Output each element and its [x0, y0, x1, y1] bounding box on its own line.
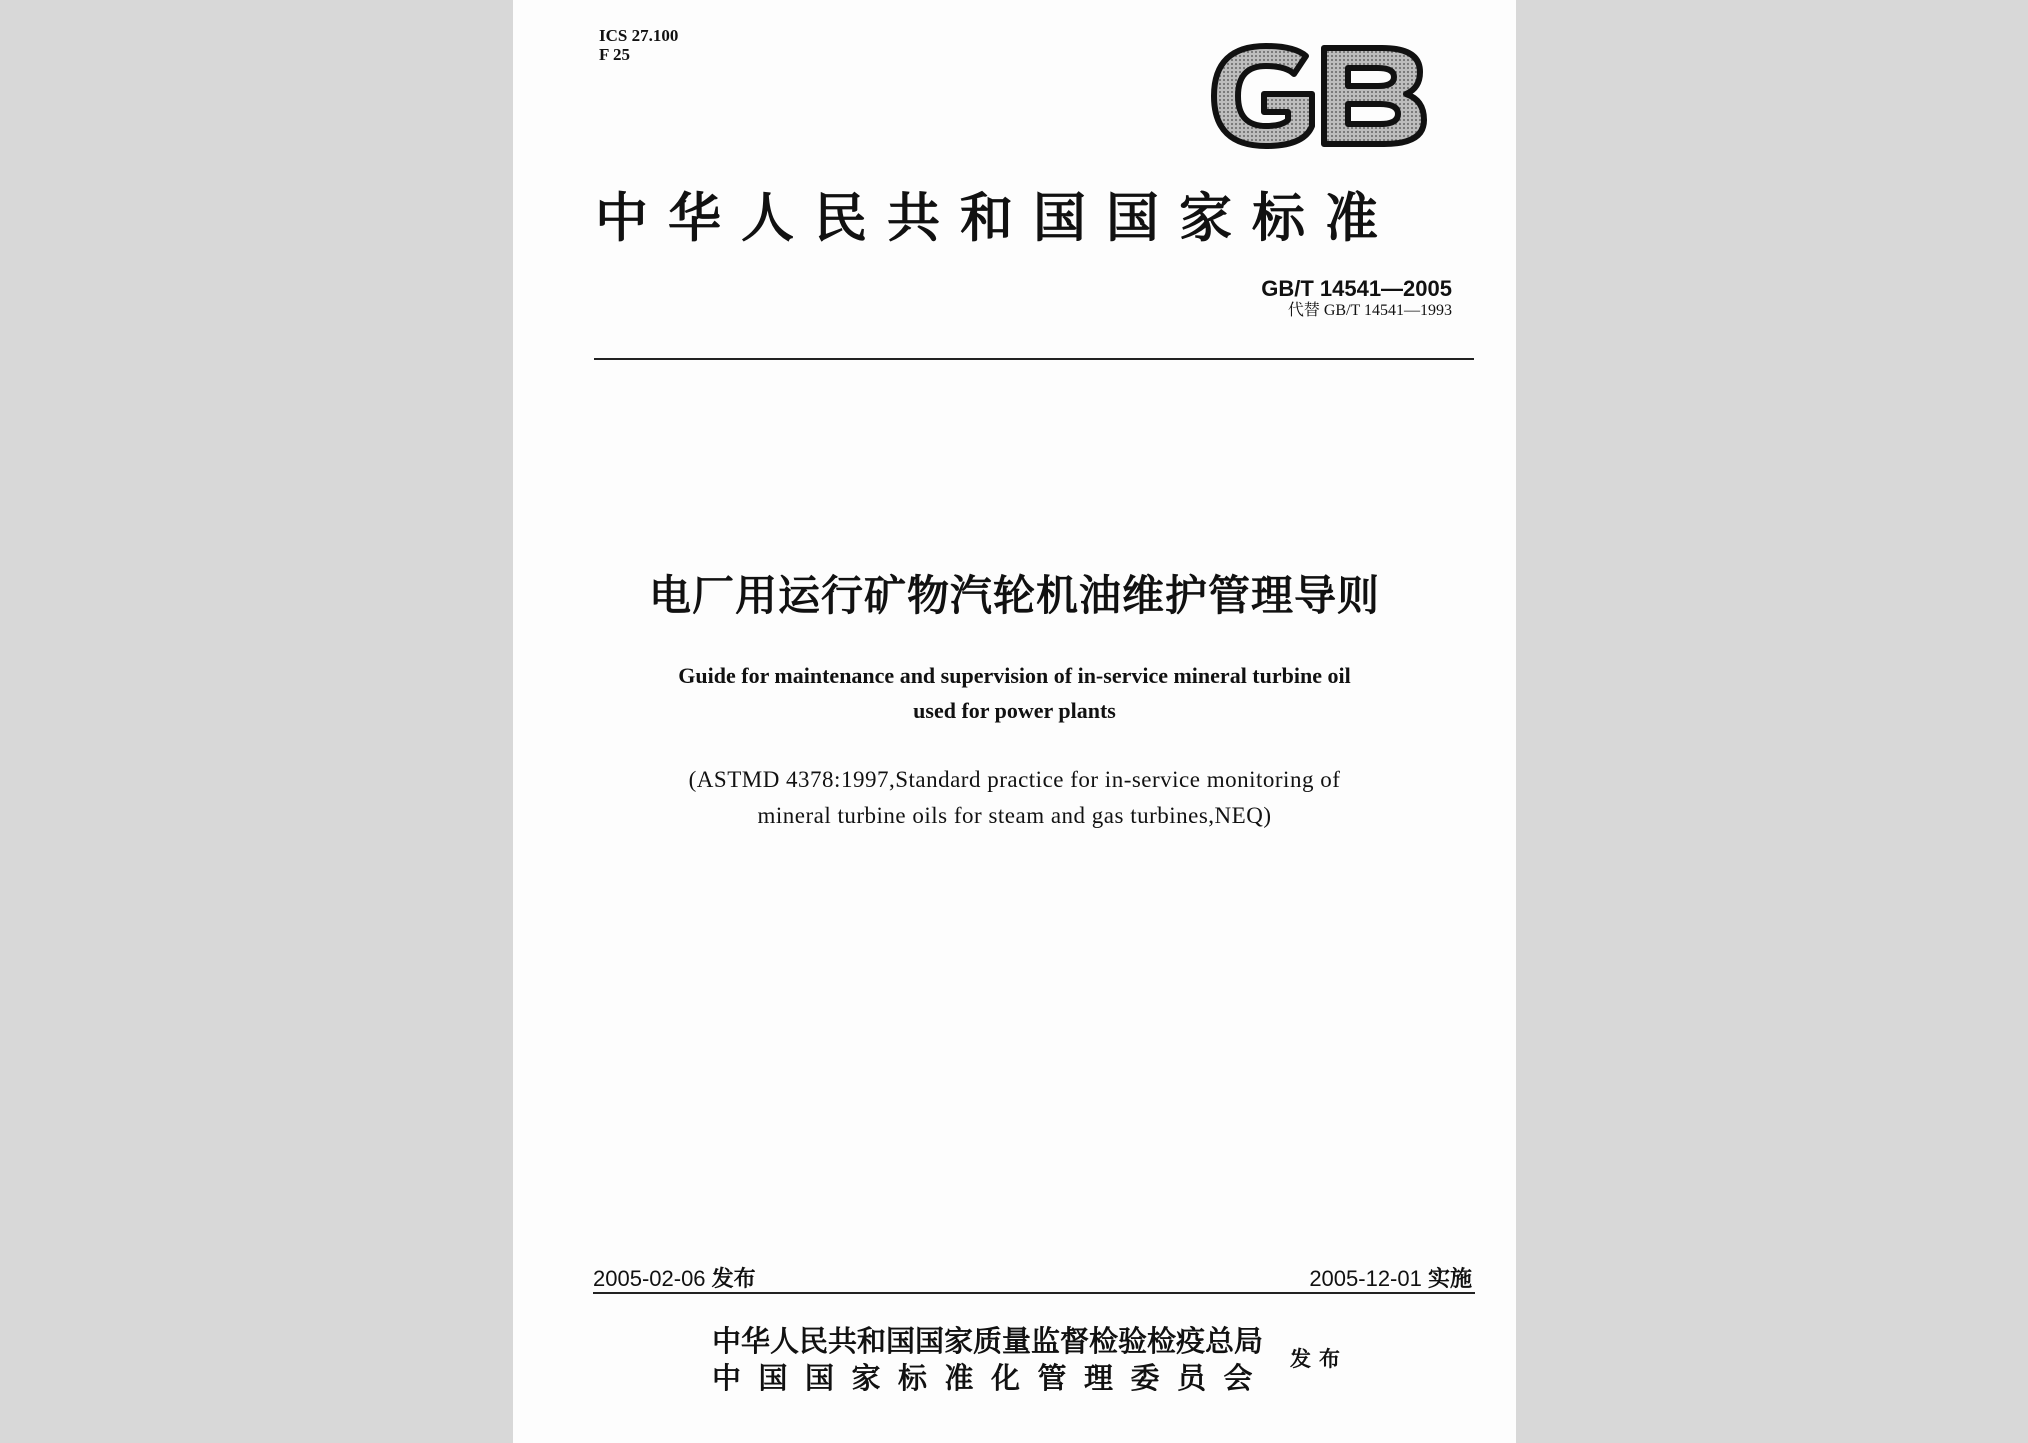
equivalence-line-2: mineral turbine oils for steam and gas turbines,NEQ) [757, 803, 1272, 828]
implement-date-block [1309, 1262, 1472, 1293]
chinese-title: 电厂用运行矿物汽轮机油维护管理导则 [648, 571, 1380, 620]
issuing-authorities [712, 1323, 1270, 1397]
footer-divider [593, 1292, 1475, 1294]
english-title-line-2: used for power plants [913, 698, 1116, 723]
gb-logo [1206, 42, 1430, 150]
standard-code-block [1261, 276, 1452, 320]
issuer-line-2: 中国国家标准化管理委员会 [712, 1361, 1271, 1395]
issue-label: 发布 [711, 1267, 756, 1292]
standard-code: GB/T 14541—2005 [1261, 276, 1452, 301]
english-title [513, 658, 1516, 728]
implement-date: 2005-12-01 [1309, 1266, 1422, 1291]
classification-codes [599, 26, 678, 64]
equivalence-line-1: (ASTMD 4378:1997,Standard practice for in-service monitoring of [688, 767, 1341, 792]
ccs-code: F 25 [599, 45, 631, 64]
issue-date: 2005-02-06 [593, 1266, 706, 1291]
national-standard-title: 中华人民共和国国家标准 [595, 187, 1398, 249]
header-divider [594, 358, 1474, 360]
publish-label: 发布 [1290, 1347, 1348, 1371]
issue-date-block [593, 1262, 756, 1293]
replaces-code: 代替 GB/T 14541—1993 [1287, 302, 1452, 319]
equivalence-note [513, 762, 1516, 834]
issuer-line-1: 中华人民共和国国家质量监督检验检疫总局 [712, 1324, 1264, 1358]
ics-code: ICS 27.100 [599, 26, 679, 45]
english-title-line-1: Guide for maintenance and supervision of in-service mineral turbine oil [678, 663, 1351, 688]
implement-label: 实施 [1427, 1267, 1472, 1292]
standard-cover-page [513, 0, 1516, 1443]
